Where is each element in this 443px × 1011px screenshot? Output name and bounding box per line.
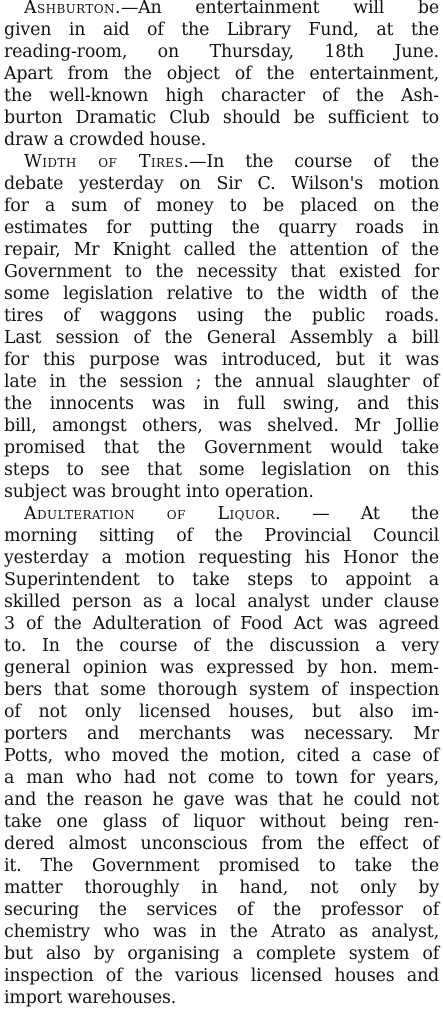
- article-line: of not only licensed houses, but also im-: [4, 702, 439, 722]
- article-line: Government to the necessity that existed for: [4, 262, 439, 282]
- article-line: take one glass of liquor without being ren-: [4, 812, 439, 832]
- article-line: steps to see that some legislation on this: [4, 460, 439, 480]
- article-line: Last session of the General Assembly a bill: [4, 328, 439, 348]
- article-line: securing the services of the professor of: [4, 900, 439, 920]
- article-line: porters and merchants was necessary. Mr: [4, 724, 439, 744]
- article-line: for this purpose was introduced, but it was: [4, 350, 439, 370]
- article-line: general opinion was expressed by hon. mem-: [4, 658, 439, 678]
- article-heading: Adulteration of Liquor.: [24, 504, 281, 524]
- article-line: promised that the Government would take: [4, 438, 439, 458]
- article-line: skilled person as a local analyst under clause: [4, 592, 439, 612]
- article-line: some legislation relative to the width of the: [4, 284, 439, 304]
- article-line: given in aid of the Library Fund, at the: [4, 20, 439, 40]
- article-line: subject was brought into operation.: [4, 482, 314, 502]
- article-line: yesterday a motion requesting his Honor the: [4, 548, 439, 568]
- article-line: and the reason he gave was that he could not: [4, 790, 439, 810]
- article-line: Superintendent to take steps to appoint a: [4, 570, 439, 590]
- article-heading: Ashburton.: [24, 0, 121, 18]
- article-line: import warehouses.: [4, 988, 177, 1008]
- article-line: the well-known high character of the Ash-: [4, 86, 439, 106]
- article-line: inspection of the various licensed houses and: [4, 966, 439, 986]
- article-line: to. In the course of the discussion a very: [4, 636, 439, 656]
- article-line: draw a crowded house.: [4, 130, 207, 150]
- article-ashburton-line-1: Ashburton.—An entertainment will be: [24, 0, 439, 18]
- article-line: morning sitting of the Provincial Council: [4, 526, 439, 546]
- article-line: but also by organising a complete system of: [4, 944, 439, 964]
- article-line: for a sum of money to be placed on the: [4, 196, 439, 216]
- article-line: Potts, who moved the motion, cited a case of: [4, 746, 439, 766]
- article-line: chemistry who was in the Atrato as analyst,: [4, 922, 439, 942]
- article-line: late in the session ; the annual slaughter of: [4, 372, 439, 392]
- article-line: 3 of the Adulteration of Food Act was agreed: [4, 614, 439, 634]
- article-line: repair, Mr Knight called the attention of the: [4, 240, 439, 260]
- article-width-of-tires-line-1: Width of Tires.—In the course of the: [24, 152, 440, 172]
- article-line: tires of waggons using the public roads.: [4, 306, 439, 326]
- article-line: bill, amongst others, was shelved. Mr Jollie: [4, 416, 439, 436]
- article-line: the innocents was in full swing, and this: [4, 394, 439, 414]
- article-adulteration-line-1: Adulteration of Liquor. — At the: [24, 504, 439, 524]
- article-line: matter thoroughly in hand, not only by: [4, 878, 439, 898]
- article-line: bers that some thorough system of inspection: [4, 680, 439, 700]
- article-line: dered almost unconscious from the effect of: [4, 834, 439, 854]
- article-line: Apart from the object of the entertainment,: [4, 64, 439, 84]
- article-line: a man who had not come to town for years,: [4, 768, 439, 788]
- article-line: it. The Government promised to take the: [4, 856, 439, 876]
- article-line: debate yesterday on Sir C. Wilson's motion: [4, 174, 439, 194]
- article-line: reading-room, on Thursday, 18th June.: [4, 42, 439, 62]
- article-line: burton Dramatic Club should be sufficient to: [4, 108, 439, 128]
- article-heading: Width of Tires.: [24, 152, 190, 172]
- article-line: estimates for putting the quarry roads in: [4, 218, 439, 238]
